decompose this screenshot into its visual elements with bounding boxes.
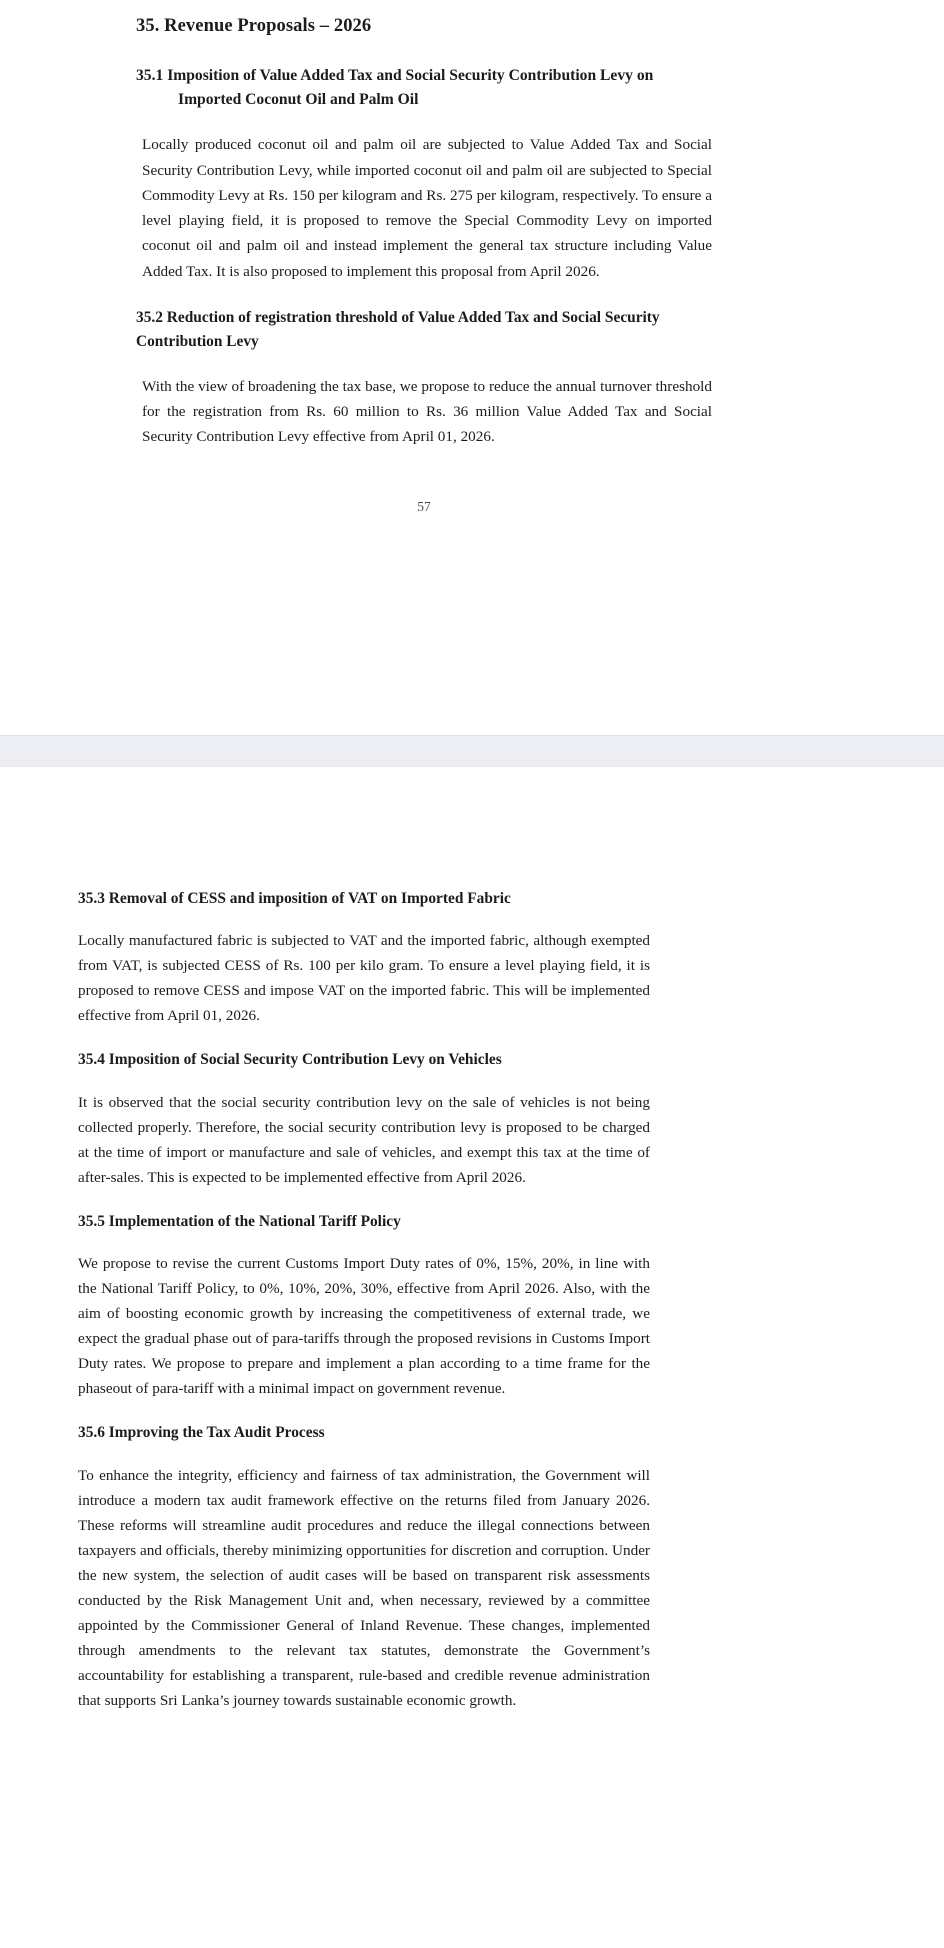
section-body-35-6: To enhance the integrity, efficiency and fairness of tax administration, the Government will introduce a modern tax audit framework effective on the returns filed from January 2026. These reforms will streamline audit procedures and reduce the illegal connections between taxpayers and officials, thereby minimizing opportunities for discretion and corruption. Under the new system, the selection of audit cases will be based on transparent risk assessments conducted by the Risk Management Unit and, when necessary, reviewed by a committee appointed by the Commissioner General of Inland Revenue. These changes, implemented through amendments to the relevant tax statutes, demonstrate the Government’s accountability for establishing a transparent, rule-based and credible revenue administration that supports Sri Lanka’s journey towards sustainable economic growth. [78, 1466, 650, 1710]
page-two-text-column [78, 767, 650, 1713]
document-page-57 [0, 0, 944, 735]
chapter-title: 35. Revenue Proposals – 2026 [136, 16, 372, 36]
section-heading-35-5: 35.5 Implementation of the National Tariff Policy [78, 1212, 401, 1230]
page-number: 57 [417, 499, 431, 515]
section-35-6 [78, 1421, 650, 1713]
page-one-text-column [136, 14, 712, 515]
section-heading-35-1-line-1: 35.1 Imposition of Value Added Tax and Social Security Contribution Levy on [136, 67, 654, 85]
section-35-4 [78, 1048, 650, 1189]
section-heading-35-4: 35.4 Imposition of Social Security Contribution Levy on Vehicles [78, 1051, 502, 1069]
section-heading-35-6: 35.6 Improving the Tax Audit Process [78, 1424, 325, 1442]
section-body-35-5: We propose to revise the current Customs Import Duty rates of 0%, 15%, 20%, in line with the National Tariff Policy, to 0%, 10%, 20%, 30%, effective from April 2026. Also, with the aim of boosting economic growth by increasing the competitiveness of external trade, we expect the gradual phase out of para-tariffs through the proposed revisions in Customs Import Duty rates. We propose to prepare and implement a plan according to a time frame for the phaseout of para-tariff with a minimal impact on government revenue. [78, 1254, 650, 1398]
section-body-35-3: Locally manufactured fabric is subjected to VAT and the imported fabric, although exempted from VAT, is subjected CESS of Rs. 100 per kilo gram. To ensure a level playing field, it is proposed to remove CESS and impose VAT on the imported fabric. This will be implemented effective from April 01, 2026. [78, 932, 650, 1025]
section-heading-35-1-line-2: Imported Coconut Oil and Palm Oil [178, 91, 419, 109]
section-body-35-2: With the view of broadening the tax base, we propose to reduce the annual turnover threshold for the registration from Rs. 60 million to Rs. 36 million Value Added Tax and Social Security Contribution Levy effective from April 01, 2026. [142, 377, 712, 445]
section-body-35-4: It is observed that the social security contribution levy on the sale of vehicles is not being collected properly. Therefore, the social security contribution levy is proposed to be charged at the time of import or manufacture and sale of vehicles, and exempt this tax at the time of after-sales. This is expected to be implemented effective from April 2026. [78, 1093, 650, 1186]
section-heading-35-3: 35.3 Removal of CESS and imposition of VAT on Imported Fabric [78, 890, 511, 907]
document-page-58 [0, 767, 944, 1947]
page-separator [0, 735, 944, 767]
section-heading-35-2: 35.2 Reduction of registration threshold of Value Added Tax and Social Security Contribution Levy [136, 308, 660, 350]
section-35-3 [78, 887, 650, 1028]
section-heading-35-1 [136, 64, 712, 112]
section-body-35-1: Locally produced coconut oil and palm oil are subjected to Value Added Tax and Social Security Contribution Levy, while imported coconut oil and palm oil are subjected to Special Commodity Levy at Rs. 150 per kilogram and Rs. 275 per kilogram, respectively. To ensure a level playing field, it is proposed to remove the Special Commodity Levy on imported coconut oil and palm oil and instead implement the general tax structure including Value Added Tax. It is also proposed to implement this proposal from April 2026. [142, 136, 712, 280]
section-35-5 [78, 1210, 650, 1402]
